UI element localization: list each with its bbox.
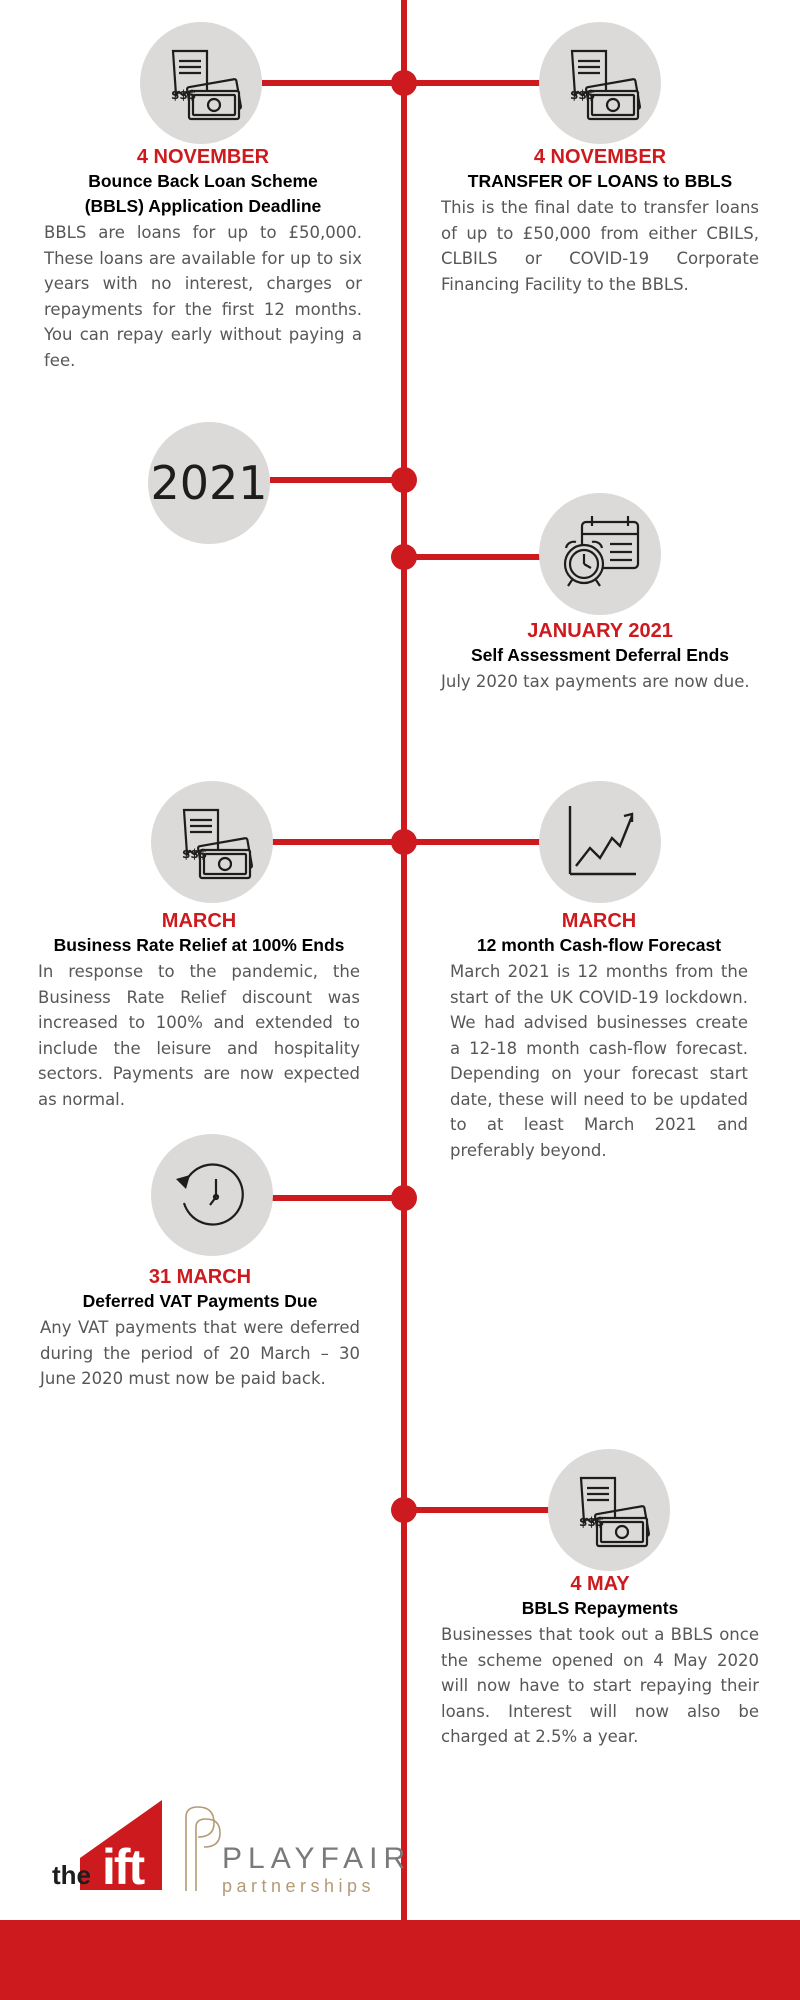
event-description: Businesses that took out a BBLS once the scheme opened on 4 May 2020 will now have to start repaying their loans. Interest will now also be charged at 2.5% a year. — [441, 1625, 759, 1746]
clock-rewind-icon — [162, 1145, 262, 1245]
event-date: 4 NOVEMBER — [136, 146, 270, 168]
timeline-dot — [391, 70, 417, 96]
event-title: BBLS Repayments — [521, 1598, 679, 1618]
timeline-event — [441, 619, 759, 695]
ift-logo-prefix: the — [52, 1860, 91, 1890]
event-description: This is the final date to transfer loans of up to £50,000 from either CBILS, CLBILS or COVID-19 Corporate Financing Facility to the BBLS. — [441, 198, 759, 294]
icon-circle — [151, 1134, 273, 1256]
icon-circle — [539, 493, 661, 615]
connector — [404, 1507, 550, 1513]
timeline-event — [441, 1572, 759, 1750]
year-marker: 2021 — [150, 456, 268, 510]
event-date: MARCH — [161, 910, 237, 932]
loan-money-icon — [151, 33, 251, 133]
event-title: 12 month Cash-flow Forecast — [476, 935, 722, 955]
timeline-event — [40, 1265, 360, 1392]
timeline-event — [44, 145, 362, 373]
line-chart-icon — [550, 792, 650, 892]
event-title: Self Assessment Deferral Ends — [470, 645, 730, 665]
timeline-dot — [391, 1185, 417, 1211]
event-description: In response to the pandemic, the Business Rate Relief discount was increased to 100% and extended to include the leisure and hospitality sectors. Payments are now expected as normal. — [38, 962, 360, 1109]
event-description: March 2021 is 12 months from the start of the UK COVID-19 lockdown. We had advised businesses create a 12-18 month cash-flow forecast. Depending on your forecast start date, these will need to be updated to at least March 2021 and preferably beyond. — [450, 962, 748, 1160]
ift-logo-text: ift — [102, 1839, 144, 1895]
event-date: 4 NOVEMBER — [533, 146, 667, 168]
event-title: Deferred VAT Payments Due — [82, 1291, 318, 1311]
connector — [272, 1195, 404, 1201]
event-description: BBLS are loans for up to £50,000. These loans are available for up to six years with no interest, charges or repayments for the first 12 months. You can repay early without paying a fee. — [44, 223, 362, 370]
event-date: 4 MAY — [570, 1573, 630, 1595]
event-description: July 2020 tax payments are now due. — [441, 672, 750, 691]
connector — [270, 477, 404, 483]
loan-money-icon — [550, 33, 650, 133]
svg-text:$$$: $$$ — [182, 847, 208, 861]
timeline-dot — [391, 1497, 417, 1523]
event-date: MARCH — [561, 910, 637, 932]
playfair-sub: partnerships — [222, 1876, 376, 1896]
svg-text:$$$: $$$ — [171, 88, 197, 102]
loan-money-icon — [559, 1460, 659, 1560]
timeline-axis — [401, 0, 407, 1920]
calendar-alarm-clock-icon — [550, 504, 650, 604]
connector — [404, 554, 542, 560]
event-title: Business Rate Relief at 100% Ends — [53, 935, 345, 955]
icon-circle — [539, 781, 661, 903]
icon-circle — [539, 22, 661, 144]
timeline-event — [450, 909, 748, 1163]
year-circle — [148, 422, 270, 544]
timeline-dot — [391, 544, 417, 570]
icon-circle — [548, 1449, 670, 1571]
icon-circle — [140, 22, 262, 144]
loan-money-icon — [162, 792, 262, 892]
playfair-name: PLAYFAIR — [222, 1842, 412, 1875]
icon-circle — [151, 781, 273, 903]
event-date: JANUARY 2021 — [527, 620, 673, 642]
footer-logos — [50, 1800, 412, 1900]
event-date: 31 MARCH — [148, 1266, 252, 1288]
timeline-event — [441, 145, 759, 297]
timeline-event — [38, 909, 360, 1112]
event-title: Bounce Back Loan Scheme (BBLS) Application Deadline — [84, 171, 322, 216]
event-title: TRANSFER OF LOANS to BBLS — [467, 171, 733, 191]
svg-text:$$$: $$$ — [570, 88, 596, 102]
timeline-dot — [391, 829, 417, 855]
svg-text:$$$: $$$ — [579, 1515, 605, 1529]
timeline-dot — [391, 467, 417, 493]
event-description: Any VAT payments that were deferred during the period of 20 March – 30 June 2020 must now be paid back. — [40, 1318, 360, 1388]
footer-bar — [0, 1920, 800, 2000]
